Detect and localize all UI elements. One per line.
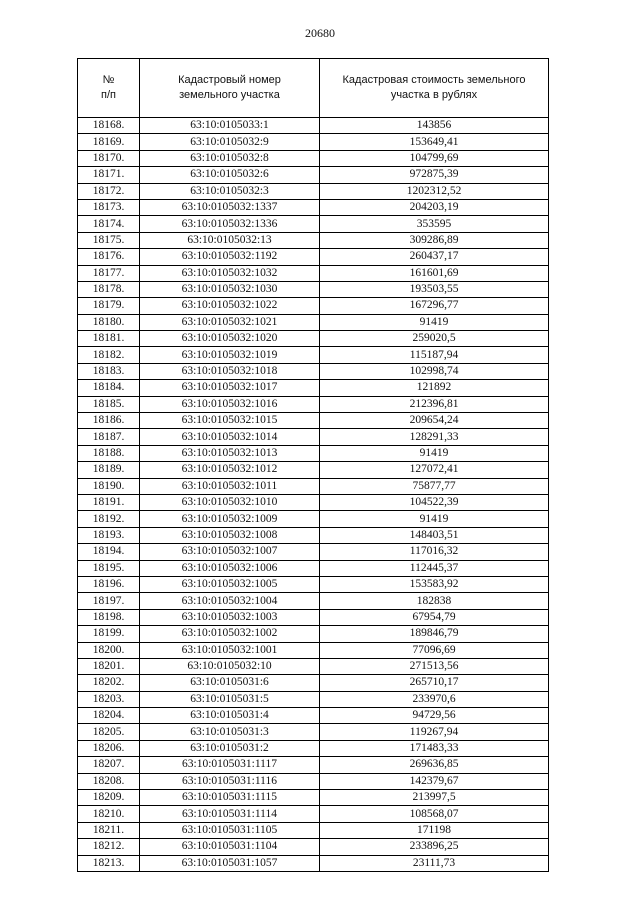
row-number-cell: 18194. — [78, 544, 140, 560]
table-row — [78, 478, 549, 494]
cadastral-number-cell: 63:10:0105032:1010 — [140, 494, 320, 510]
cadastral-number-cell: 63:10:0105032:1016 — [140, 396, 320, 412]
row-number-cell: 18200. — [78, 642, 140, 658]
cadastral-number-cell: 63:10:0105032:1019 — [140, 347, 320, 363]
cadastral-cost-cell: 112445,37 — [320, 560, 549, 576]
cadastral-number-cell: 63:10:0105031:1114 — [140, 806, 320, 822]
table-row — [78, 462, 549, 478]
cadastral-number-cell: 63:10:0105032:1012 — [140, 462, 320, 478]
cadastral-cost-cell: 104522,39 — [320, 494, 549, 510]
cadastral-cost-cell: 213997,5 — [320, 790, 549, 806]
table-row — [78, 675, 549, 691]
cadastral-cost-cell: 233896,25 — [320, 839, 549, 855]
cadastral-number-cell: 63:10:0105032:1021 — [140, 314, 320, 330]
cadastral-cost-cell: 143856 — [320, 118, 549, 134]
cadastral-number-cell: 63:10:0105032:3 — [140, 183, 320, 199]
row-number-cell: 18184. — [78, 380, 140, 396]
header-cadastral-cost — [320, 59, 549, 118]
cadastral-cost-cell: 128291,33 — [320, 429, 549, 445]
cadastral-cost-cell: 75877,77 — [320, 478, 549, 494]
cadastral-cost-cell: 233970,6 — [320, 691, 549, 707]
cadastral-number-cell: 63:10:0105032:1018 — [140, 363, 320, 379]
table-row — [78, 232, 549, 248]
cadastral-cost-cell: 171198 — [320, 822, 549, 838]
cadastral-cost-cell: 182838 — [320, 593, 549, 609]
header-cad-line1: Кадастровый номер — [178, 74, 281, 86]
row-number-cell: 18170. — [78, 150, 140, 166]
cadastral-cost-cell: 119267,94 — [320, 724, 549, 740]
cadastral-cost-cell: 161601,69 — [320, 265, 549, 281]
cadastral-number-cell: 63:10:0105031:1057 — [140, 855, 320, 871]
row-number-cell: 18203. — [78, 691, 140, 707]
cadastral-cost-cell: 972875,39 — [320, 167, 549, 183]
row-number-cell: 18207. — [78, 757, 140, 773]
table-row — [78, 708, 549, 724]
header-cost-line2: участка в рублях — [390, 89, 478, 101]
cadastral-number-cell: 63:10:0105031:5 — [140, 691, 320, 707]
row-number-cell: 18183. — [78, 363, 140, 379]
row-number-cell: 18177. — [78, 265, 140, 281]
cadastral-number-cell: 63:10:0105032:1005 — [140, 576, 320, 592]
row-number-cell: 18182. — [78, 347, 140, 363]
row-number-cell: 18188. — [78, 445, 140, 461]
header-row-number — [78, 59, 140, 118]
table-row — [78, 691, 549, 707]
table-row — [78, 757, 549, 773]
table-row — [78, 609, 549, 625]
table-row — [78, 724, 549, 740]
table-row — [78, 281, 549, 297]
page-number: 20680 — [305, 26, 335, 40]
row-number-cell: 18174. — [78, 216, 140, 232]
table-row — [78, 199, 549, 215]
cadastral-cost-cell: 309286,89 — [320, 232, 549, 248]
cadastral-number-cell: 63:10:0105032:1009 — [140, 511, 320, 527]
table-row — [78, 839, 549, 855]
cadastral-number-cell: 63:10:0105032:1013 — [140, 445, 320, 461]
cadastral-cost-cell: 23111,73 — [320, 855, 549, 871]
cadastral-cost-cell: 91419 — [320, 445, 549, 461]
row-number-cell: 18193. — [78, 527, 140, 543]
table-row — [78, 150, 549, 166]
cadastral-number-cell: 63:10:0105032:1030 — [140, 281, 320, 297]
cadastral-cost-cell: 153649,41 — [320, 134, 549, 150]
cadastral-number-cell: 63:10:0105031:2 — [140, 740, 320, 756]
row-number-cell: 18176. — [78, 249, 140, 265]
row-number-cell: 18210. — [78, 806, 140, 822]
table-row — [78, 544, 549, 560]
table-row — [78, 658, 549, 674]
cadastral-cost-cell: 148403,51 — [320, 527, 549, 543]
table-row — [78, 380, 549, 396]
table-row — [78, 773, 549, 789]
row-number-cell: 18196. — [78, 576, 140, 592]
cadastral-cost-cell: 67954,79 — [320, 609, 549, 625]
cadastral-cost-cell: 171483,33 — [320, 740, 549, 756]
cadastral-number-cell: 63:10:0105031:4 — [140, 708, 320, 724]
row-number-cell: 18204. — [78, 708, 140, 724]
cadastral-number-cell: 63:10:0105032:1003 — [140, 609, 320, 625]
table-row — [78, 249, 549, 265]
row-number-cell: 18195. — [78, 560, 140, 576]
row-number-cell: 18189. — [78, 462, 140, 478]
row-number-cell: 18201. — [78, 658, 140, 674]
cadastral-cost-cell: 142379,67 — [320, 773, 549, 789]
cadastral-cost-cell: 121892 — [320, 380, 549, 396]
row-number-cell: 18168. — [78, 118, 140, 134]
cadastral-number-cell: 63:10:0105032:13 — [140, 232, 320, 248]
cadastral-number-cell: 63:10:0105032:1015 — [140, 413, 320, 429]
table-row — [78, 740, 549, 756]
cadastral-number-cell: 63:10:0105031:1117 — [140, 757, 320, 773]
table-header-row — [78, 59, 549, 118]
row-number-cell: 18173. — [78, 199, 140, 215]
cadastral-number-cell: 63:10:0105032:1002 — [140, 626, 320, 642]
header-cad-line2: земельного участка — [179, 89, 280, 101]
cadastral-number-cell: 63:10:0105032:1006 — [140, 560, 320, 576]
cadastral-number-cell: 63:10:0105031:1115 — [140, 790, 320, 806]
table-row — [78, 445, 549, 461]
cadastral-cost-cell: 127072,41 — [320, 462, 549, 478]
cadastral-number-cell: 63:10:0105032:1032 — [140, 265, 320, 281]
table-row — [78, 593, 549, 609]
cadastral-number-cell: 63:10:0105031:3 — [140, 724, 320, 740]
cadastral-number-cell: 63:10:0105032:1192 — [140, 249, 320, 265]
table-row — [78, 134, 549, 150]
table-row — [78, 642, 549, 658]
cadastral-cost-cell: 193503,55 — [320, 281, 549, 297]
row-number-cell: 18209. — [78, 790, 140, 806]
row-number-cell: 18202. — [78, 675, 140, 691]
cadastral-cost-cell: 167296,77 — [320, 298, 549, 314]
cadastral-number-cell: 63:10:0105032:1020 — [140, 331, 320, 347]
table-row — [78, 511, 549, 527]
cadastral-number-cell: 63:10:0105032:1022 — [140, 298, 320, 314]
header-cadastral-number — [140, 59, 320, 118]
cadastral-cost-cell: 204203,19 — [320, 199, 549, 215]
table-row — [78, 429, 549, 445]
cadastral-cost-cell: 271513,56 — [320, 658, 549, 674]
table-row — [78, 298, 549, 314]
cadastral-number-cell: 63:10:0105031:1116 — [140, 773, 320, 789]
cadastral-number-cell: 63:10:0105032:1336 — [140, 216, 320, 232]
row-number-cell: 18180. — [78, 314, 140, 330]
row-number-cell: 18181. — [78, 331, 140, 347]
table-row — [78, 363, 549, 379]
cadastral-cost-cell: 1202312,52 — [320, 183, 549, 199]
cadastral-number-cell: 63:10:0105032:1014 — [140, 429, 320, 445]
row-number-cell: 18192. — [78, 511, 140, 527]
row-number-cell: 18169. — [78, 134, 140, 150]
row-number-cell: 18191. — [78, 494, 140, 510]
cadastral-number-cell: 63:10:0105032:8 — [140, 150, 320, 166]
cadastral-number-cell: 63:10:0105032:1007 — [140, 544, 320, 560]
table-row — [78, 527, 549, 543]
cadastral-cost-cell: 189846,79 — [320, 626, 549, 642]
cadastral-cost-cell: 212396,81 — [320, 396, 549, 412]
table-row — [78, 265, 549, 281]
table-row — [78, 626, 549, 642]
table-row — [78, 347, 549, 363]
header-cost-line1: Кадастровая стоимость земельного — [342, 74, 526, 86]
table-row — [78, 314, 549, 330]
cadastral-number-cell: 63:10:0105031:1105 — [140, 822, 320, 838]
header-num-line2: п/п — [101, 89, 116, 101]
cadastral-cost-cell: 153583,92 — [320, 576, 549, 592]
cadastral-number-cell: 63:10:0105032:1337 — [140, 199, 320, 215]
row-number-cell: 18205. — [78, 724, 140, 740]
cadastral-cost-cell: 91419 — [320, 511, 549, 527]
cadastral-cost-cell: 353595 — [320, 216, 549, 232]
land-registry-table — [77, 58, 549, 872]
cadastral-number-cell: 63:10:0105032:10 — [140, 658, 320, 674]
table-row — [78, 494, 549, 510]
cadastral-number-cell: 63:10:0105032:1011 — [140, 478, 320, 494]
row-number-cell: 18198. — [78, 609, 140, 625]
row-number-cell: 18186. — [78, 413, 140, 429]
cadastral-number-cell: 63:10:0105033:1 — [140, 118, 320, 134]
row-number-cell: 18172. — [78, 183, 140, 199]
cadastral-cost-cell: 115187,94 — [320, 347, 549, 363]
cadastral-cost-cell: 269636,85 — [320, 757, 549, 773]
header-num-line1: № — [102, 74, 115, 86]
row-number-cell: 18179. — [78, 298, 140, 314]
table-row — [78, 216, 549, 232]
table-row — [78, 806, 549, 822]
cadastral-number-cell: 63:10:0105032:9 — [140, 134, 320, 150]
cadastral-cost-cell: 260437,17 — [320, 249, 549, 265]
table-row — [78, 855, 549, 871]
cadastral-cost-cell: 209654,24 — [320, 413, 549, 429]
cadastral-number-cell: 63:10:0105032:1008 — [140, 527, 320, 543]
row-number-cell: 18178. — [78, 281, 140, 297]
table-row — [78, 790, 549, 806]
cadastral-cost-cell: 91419 — [320, 314, 549, 330]
table-row — [78, 396, 549, 412]
row-number-cell: 18212. — [78, 839, 140, 855]
table-row — [78, 118, 549, 134]
cadastral-number-cell: 63:10:0105032:1017 — [140, 380, 320, 396]
table-row — [78, 822, 549, 838]
cadastral-cost-cell: 117016,32 — [320, 544, 549, 560]
row-number-cell: 18206. — [78, 740, 140, 756]
row-number-cell: 18185. — [78, 396, 140, 412]
cadastral-cost-cell: 259020,5 — [320, 331, 549, 347]
row-number-cell: 18187. — [78, 429, 140, 445]
cadastral-cost-cell: 108568,07 — [320, 806, 549, 822]
cadastral-cost-cell: 77096,69 — [320, 642, 549, 658]
table-row — [78, 331, 549, 347]
cadastral-number-cell: 63:10:0105032:1004 — [140, 593, 320, 609]
cadastral-cost-cell: 104799,69 — [320, 150, 549, 166]
cadastral-cost-cell: 265710,17 — [320, 675, 549, 691]
table-row — [78, 576, 549, 592]
cadastral-number-cell: 63:10:0105032:6 — [140, 167, 320, 183]
cadastral-number-cell: 63:10:0105031:6 — [140, 675, 320, 691]
row-number-cell: 18190. — [78, 478, 140, 494]
table-row — [78, 413, 549, 429]
table-row — [78, 560, 549, 576]
cadastral-cost-cell: 102998,74 — [320, 363, 549, 379]
row-number-cell: 18208. — [78, 773, 140, 789]
cadastral-number-cell: 63:10:0105032:1001 — [140, 642, 320, 658]
row-number-cell: 18171. — [78, 167, 140, 183]
cadastral-cost-cell: 94729,56 — [320, 708, 549, 724]
row-number-cell: 18199. — [78, 626, 140, 642]
cadastral-number-cell: 63:10:0105031:1104 — [140, 839, 320, 855]
table-row — [78, 167, 549, 183]
row-number-cell: 18175. — [78, 232, 140, 248]
row-number-cell: 18197. — [78, 593, 140, 609]
table-row — [78, 183, 549, 199]
row-number-cell: 18213. — [78, 855, 140, 871]
row-number-cell: 18211. — [78, 822, 140, 838]
